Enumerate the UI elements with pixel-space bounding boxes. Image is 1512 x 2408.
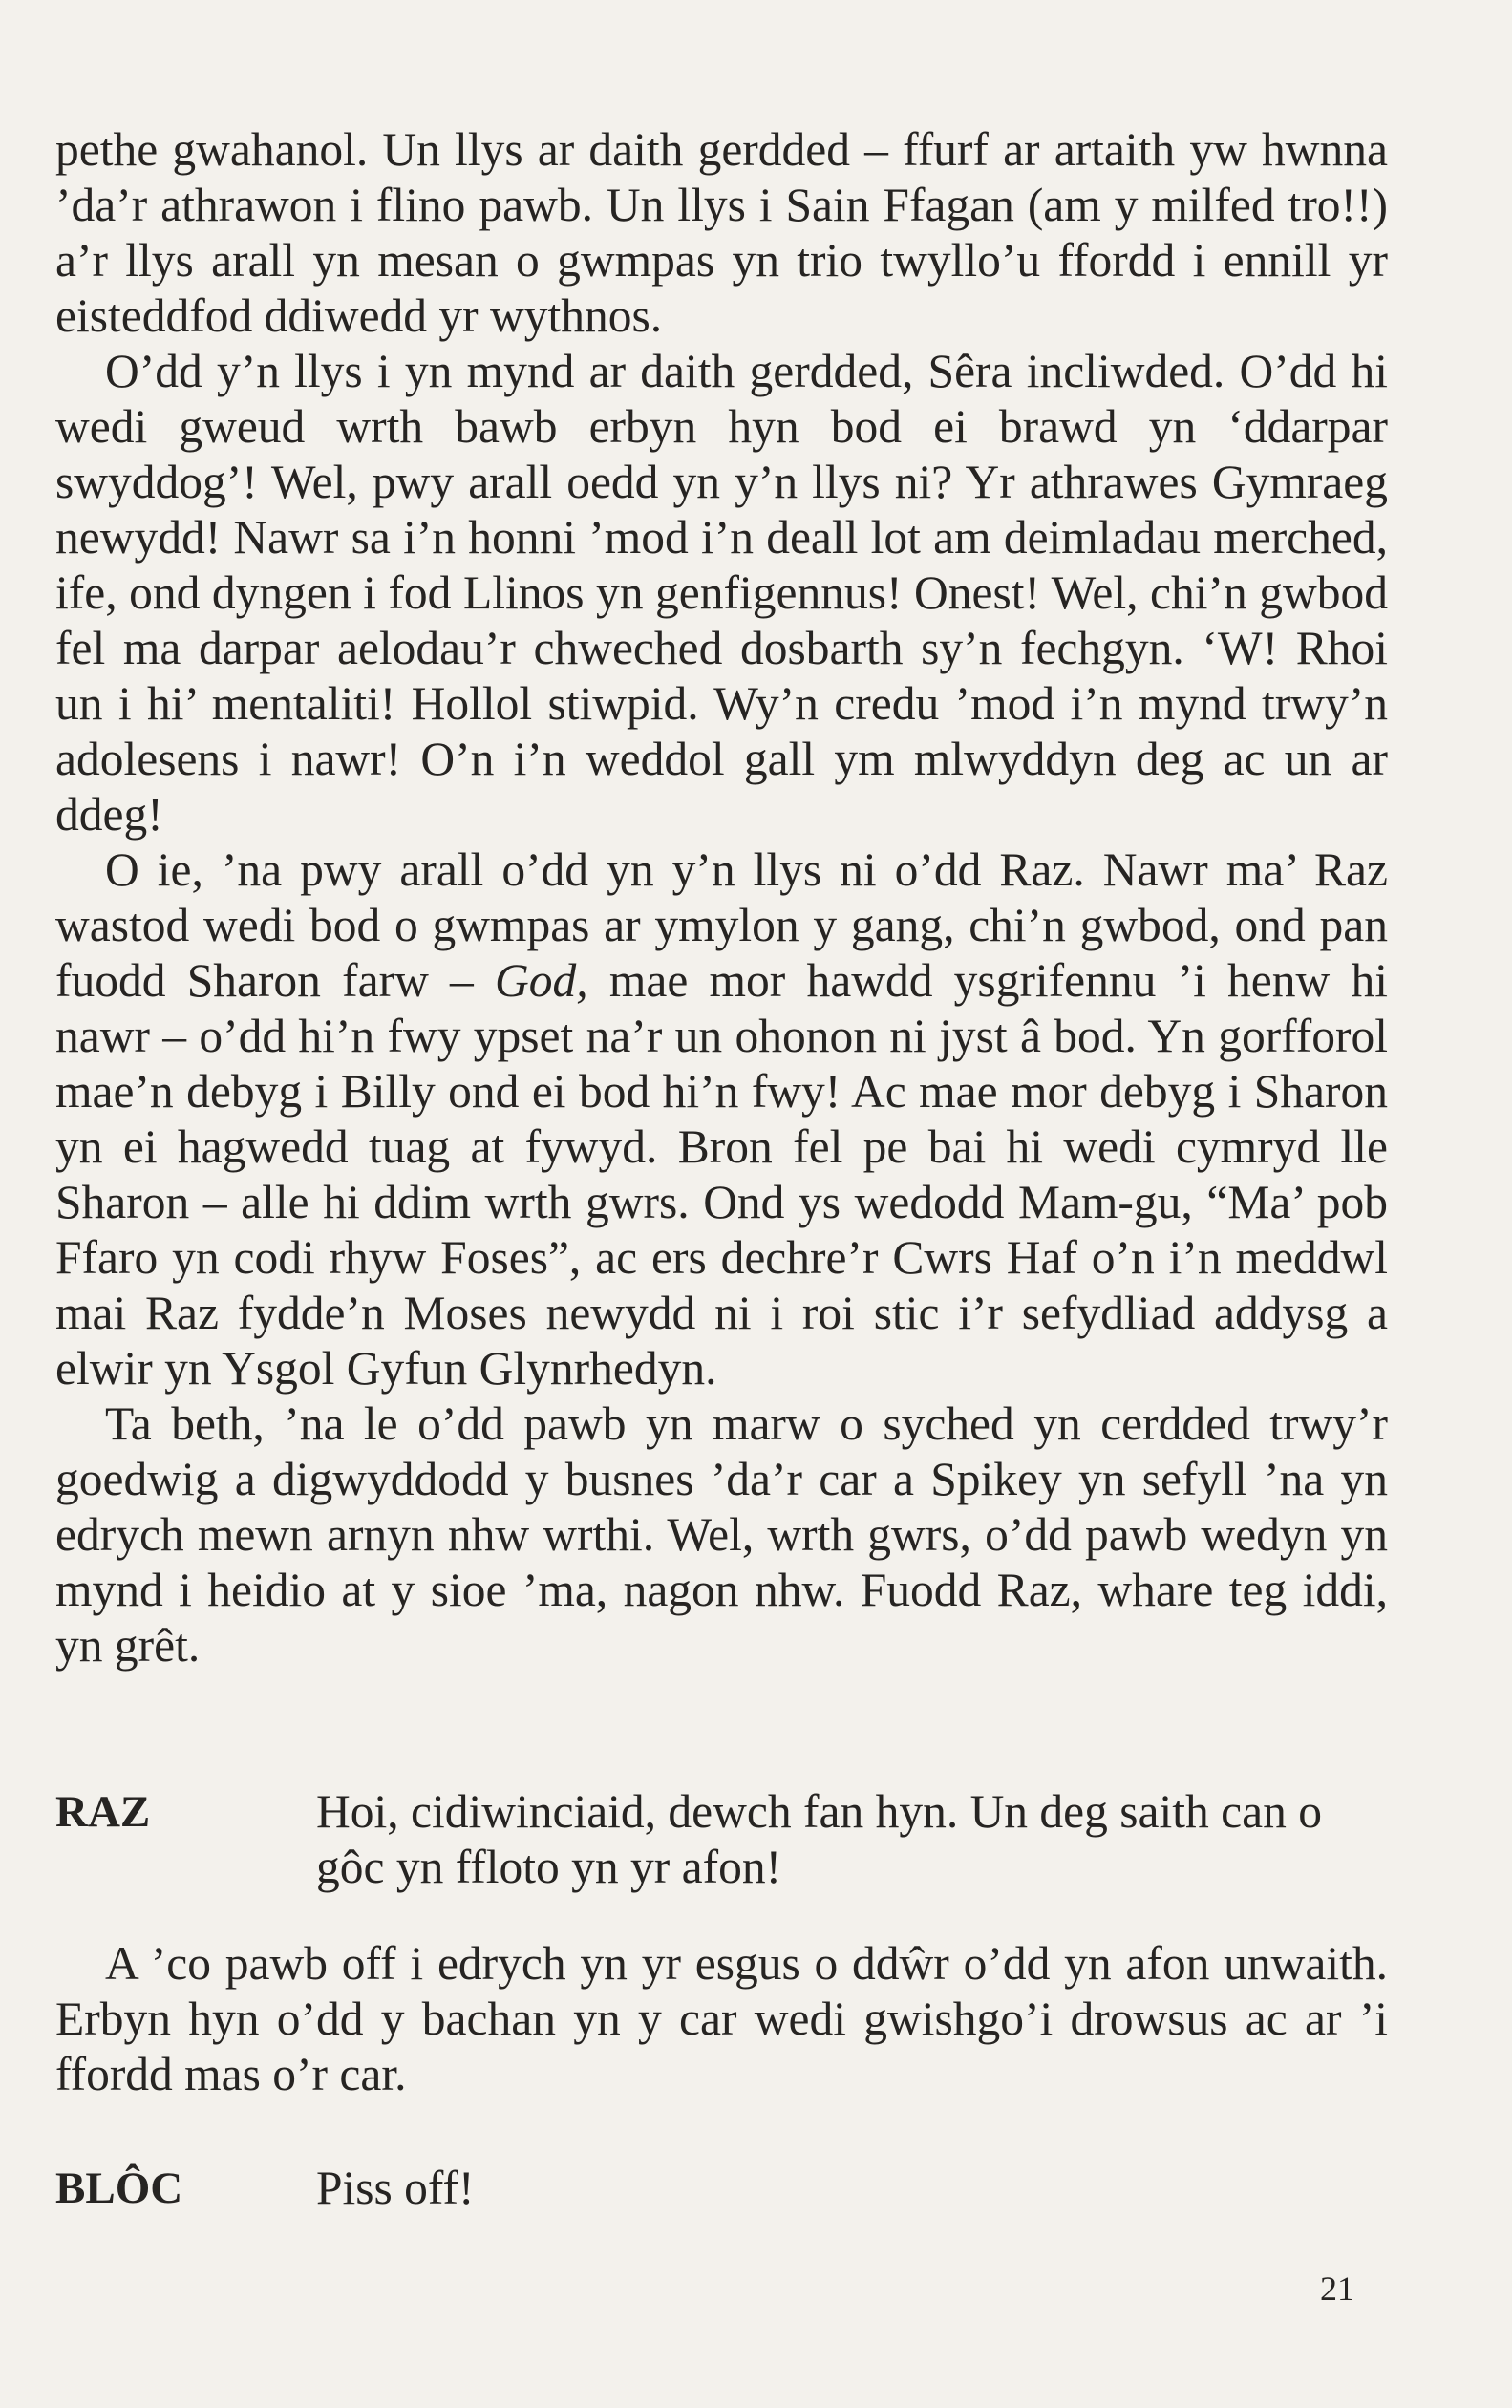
paragraph: Ta beth, ’na le o’dd pawb yn marw o syched yn cerdded trwy’r goedwig a digwyddodd y busnes ’da’r car a Spikey yn sefyll ’na yn edrych mewn arnyn nhw wrthi. Wel, wrth gwrs, o’dd pawb wedyn yn mynd i heidio at y sioe ’ma, nagon nhw. Fuodd Raz, whare teg iddi, yn grêt.: [55, 1397, 1388, 1672]
narrative-text: [55, 1936, 1388, 2102]
paragraph-text: O ie, ’na pwy arall o’dd yn y’n llys ni o’dd Raz. Nawr ma’ Raz wastod wedi bod o gwmpas ar ymylon y gang, chi’n gwbod, ond pan fuodd Sharon farw –: [55, 843, 1388, 1007]
dialogue-line: Hoi, cidiwinciaid, dewch fan hyn. Un deg saith can o gôc yn ffloto yn yr afon!: [316, 1785, 1322, 1893]
paragraph-text: mae mor hawdd ysgrifennu ’i henw hi nawr – o’dd hi’n fwy ypset na’r un ohonon ni jyst â bod. Yn gorfforol mae’n debyg i Billy ond ei bod hi’n fwy! Ac mae mor debyg i Sharon yn ei hagwedd tuag at fywyd. Bron fel pe bai hi wedi cymryd lle Sharon – alle hi ddim wrth gwrs. Ond ys wedodd Mam-gu, “Ma’ pob Ffaro yn codi rhyw Foses”, ac ers dechre’r Cwrs Haf o’n i’n meddwl mai Raz fydde’n Moses newydd ni i roi stic i’r sefydliad addysg a elwir yn Ysgol Gyfun Glynrhedyn.: [55, 954, 1388, 1395]
paragraph: A ’co pawb off i edrych yn yr esgus o ddŵr o’dd yn afon unwaith. Erbyn hyn o’dd y bachan yn y car wedi gwishgo’i drowsus ac ar ’i ffordd mas o’r car.: [55, 1937, 1388, 2100]
narrative-text: [55, 122, 1388, 1673]
speaker-name: BLÔC: [55, 2163, 183, 2213]
speaker-name: RAZ: [55, 1787, 151, 1837]
emphasized-word: God,: [495, 954, 588, 1007]
paragraph: O’dd y’n llys i yn mynd ar daith gerdded, Sêra incliwded. O’dd hi wedi gweud wrth bawb erbyn hyn bod ei brawd yn ‘ddarpar swyddog’! Wel, pwy arall oedd yn y’n llys ni? Yr athrawes Gymraeg newydd! Nawr sa i’n honni ’mod i’n deall lot am deimladau merched, ife, ond dyngen i fod Llinos yn genfigennus! Onest! Wel, chi’n gwbod fel ma darpar aelodau’r chweched dosbarth sy’n fechgyn. ‘W! Rhoi un i hi’ mentaliti! Hollol stiwpid. Wy’n credu ’mod i’n mynd trwy’n adolesens i nawr! O’n i’n weddol gall ym mlwyddyn deg ac un ar ddeg!: [55, 345, 1388, 841]
dialogue-line: Piss off!: [316, 2162, 475, 2214]
paragraph: pethe gwahanol. Un llys ar daith gerdded – ffurf ar artaith yw hwnna ’da’r athrawon i flino pawb. Un llys i Sain Ffagan (am y milfed tro!!) a’r llys arall yn mesan o gwmpas yn trio twyllo’u ffordd i ennill yr eisteddfod ddiwedd yr wythnos.: [55, 123, 1388, 342]
paragraph: [55, 842, 1388, 1396]
page-number: 21: [1320, 2269, 1354, 2308]
